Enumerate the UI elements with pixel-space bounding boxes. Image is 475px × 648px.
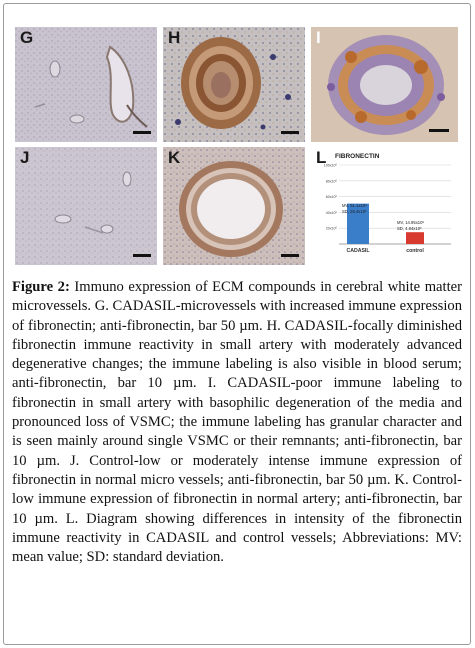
scale-bar-g — [133, 131, 151, 134]
micrograph-panel-j — [15, 147, 157, 265]
panel-label-h: H — [168, 28, 181, 47]
chart-x-labels — [346, 248, 424, 254]
chart-x-label-control: control — [406, 248, 424, 254]
figure-caption — [12, 278, 462, 567]
micrograph-panel-h — [163, 27, 305, 142]
caption-text: Immuno expression of ECM compounds in cerebral white matter microvessels. G. CADASIL-microvessels with increased immune expression of fibronectin; anti-fibronectin, bar 50 µm. H. CADASIL-focally diminished fibronectin immune reactivity in small artery with moderately advanced degenerative changes; the immune labeling is also visible in blood serum; anti-fibronectin, bar 10 µm. I. CADASIL-poor immune labeling to fibronectin in small artery with basophilic degeneration of the media and pronounced loss of VSMC; the immune labeling has granular character and is seen mainly around single VSMC or their remnants; anti-fibronectin, bar 10 µm. J. Control-low or moderately intense immune expression of fibronectin in normal micro vessels; anti-fibronectin, bar 50 µm. K. Control-low immune expression of fibronectin in normal artery; anti-fibronectin, bar 10 µm. L. Diagram showing differences in intensity of the fibronectin immune reactivity in CADASIL and control vessels; Abbreviations: MV: mean value; SD: standard deviation. — [12, 279, 462, 566]
micrograph-j-image — [15, 147, 157, 265]
scale-bar-i — [429, 129, 449, 132]
micrograph-panel-g — [15, 27, 157, 142]
scale-bar-j — [133, 254, 151, 257]
panel-label-k: K — [168, 148, 181, 167]
micrograph-panel-k — [163, 147, 305, 265]
annotation-control-mv: MV, 14.95x10⁶ — [397, 220, 425, 225]
chart-x-label-cadasil: CADASIL — [346, 248, 370, 254]
chart-y-tick-label: 20x10⁶ — [325, 226, 337, 231]
panel-label-j: J — [20, 148, 30, 167]
annotation-cadasil-mv: MV, 51.1x10⁶ — [342, 203, 367, 208]
chart-y-tick-label: 80x10⁶ — [325, 179, 337, 184]
scale-bar-k — [281, 254, 299, 257]
micrograph-k-image — [163, 147, 305, 265]
panel-label-l: L — [316, 148, 327, 167]
chart-panel-l — [311, 147, 458, 265]
fibronectin-chart — [311, 147, 458, 265]
micrograph-g-image — [15, 27, 157, 142]
annotation-control-sd: SD, 4.84x10⁶ — [397, 226, 422, 231]
chart-y-tick-label: 60x10⁶ — [325, 195, 337, 200]
chart-y-ticks — [324, 164, 338, 231]
micrograph-panel-i — [311, 27, 458, 142]
micrograph-h-image — [163, 27, 305, 142]
chart-title: FIBRONECTIN — [335, 153, 380, 160]
figure-label: Figure 2: — [12, 279, 70, 295]
panel-label-g: G — [20, 28, 34, 47]
scale-bar-h — [281, 131, 299, 134]
micrograph-i-image — [311, 27, 458, 142]
chart-y-tick-label: 40x10⁶ — [325, 210, 337, 215]
panel-label-i: I — [316, 28, 321, 47]
chart-bar-control — [406, 232, 424, 244]
annotation-cadasil-sd: SD, 26.4x10⁶ — [342, 209, 367, 214]
chart-y-tick-label: 100x10⁶ — [323, 163, 337, 168]
